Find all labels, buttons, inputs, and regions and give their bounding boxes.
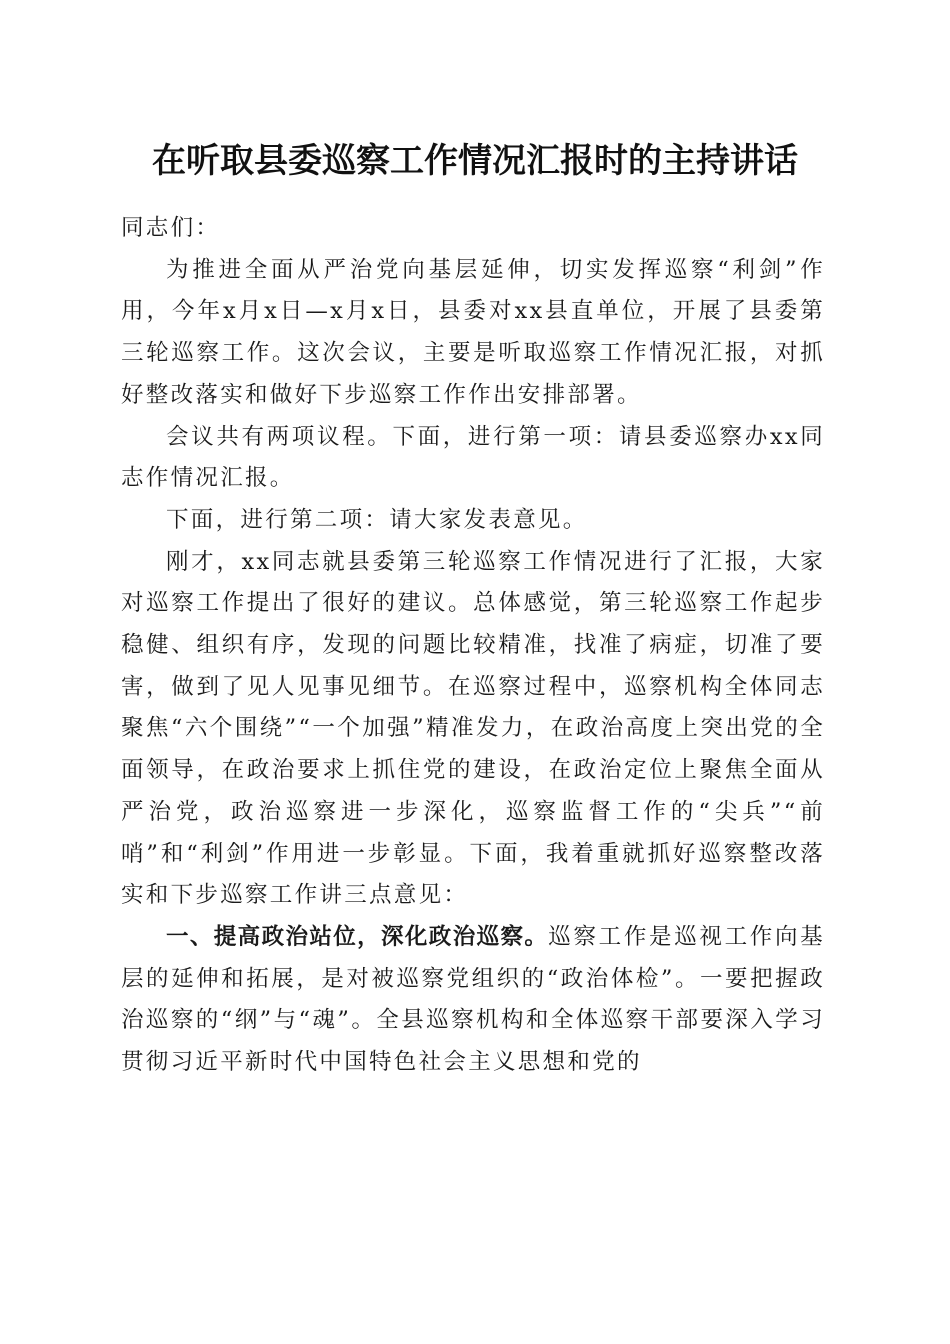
paragraph-second-item: 下面，进行第二项：请大家发表意见。 bbox=[166, 506, 588, 533]
paragraph-agenda: 会议共有两项议程。下面，进行第一项：请县委巡察办xx同志作情况汇报。 bbox=[121, 423, 825, 492]
salutation: 同志们： bbox=[121, 215, 221, 241]
document-title: 在听取县委巡察工作情况汇报时的主持讲话 bbox=[152, 141, 798, 181]
paragraph-summary: 刚才，xx同志就县委第三轮巡察工作情况进行了汇报，大家对巡察工作提出了很好的建议。总体感觉，第三轮巡察工作起步稳健、组织有序，发现的问题比较精准，找准了病症，切准了要害，做到了见人见事见细节。在巡察过程中，巡察机构全体同志聚焦“六个围绕”“一个加强”精准发力，在政治高度上突出党的全面领导，在政治要求上抓住党的建设，在政治定位上聚焦全面从严治党，政治巡察进一步深化，巡察监督工作的“尖兵”“前哨”和“利剑”作用进一步彰显。下面，我着重就抓好巡察整改落实和下步巡察工作讲三点意见： bbox=[121, 548, 825, 909]
section-one-text: 巡察工作是巡视工作向基层的延伸和拓展，是对被巡察党组织的“政治体检”。一要把握政治巡察的“纲”与“魂”。全县巡察机构和全体巡察干部要深入学习贯彻习近平新时代中国特色社会主义思想和党的 bbox=[121, 923, 825, 1076]
paragraph-intro: 为推进全面从严治党向基层延伸，切实发挥巡察“利剑”作用，今年x月x日—x月x日，县委对xx县直单位，开展了县委第三轮巡察工作。这次会议，主要是听取巡察工作情况汇报，对抓好整改落实和做好下步巡察工作作出安排部署。 bbox=[121, 256, 825, 408]
document-body bbox=[121, 208, 825, 1084]
section-one-paragraph bbox=[121, 917, 825, 1084]
section-one-heading: 一、提高政治站位，深化政治巡察。 bbox=[166, 923, 549, 950]
